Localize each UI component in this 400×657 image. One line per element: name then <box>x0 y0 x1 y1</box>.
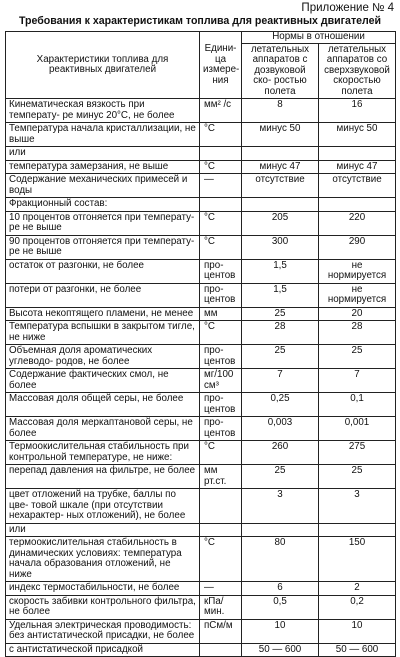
row-unit: °C <box>200 441 242 465</box>
row-value-supersonic: 290 <box>319 235 396 259</box>
row-value-subsonic: 25 <box>242 345 319 369</box>
row-unit: про- центов <box>200 259 242 283</box>
header-norms: Нормы в отношении <box>242 32 396 44</box>
table-row <box>6 619 396 643</box>
row-value-supersonic: 25 <box>319 465 396 489</box>
row-unit: пСм/м <box>200 619 242 643</box>
table-row <box>6 582 396 596</box>
row-value-subsonic: 25 <box>242 465 319 489</box>
appendix-label: Приложение № 4 <box>301 2 394 14</box>
row-unit: мм <box>200 307 242 321</box>
table-row <box>6 417 396 441</box>
row-name: Содержание механических примесей и воды <box>6 174 200 198</box>
table-row <box>6 283 396 307</box>
table-row <box>6 160 396 174</box>
row-name: Температура начала кристаллизации, не выше <box>6 123 200 147</box>
row-name: цвет отложений на трубке, баллы по цве- товой шкале (при отсутствии нехарактер- ных отложений), не более <box>6 489 200 524</box>
row-unit: про- центов <box>200 393 242 417</box>
row-name: перепад давления на фильтре, не более <box>6 465 200 489</box>
row-value-supersonic <box>319 198 396 212</box>
table-row <box>6 643 396 657</box>
row-name: Содержание фактических смол, не более <box>6 369 200 393</box>
row-name: Массовая доля меркаптановой серы, не более <box>6 417 200 441</box>
table-row <box>6 307 396 321</box>
header-subsonic: летательных аппаратов с дозвуковой ско- ростью полета <box>242 43 319 99</box>
row-unit: °C <box>200 537 242 582</box>
row-name: Объемная доля ароматических углеводо- родов, не более <box>6 345 200 369</box>
row-value-subsonic: 80 <box>242 537 319 582</box>
row-value-subsonic: отсутствие <box>242 174 319 198</box>
row-unit: мг/100 см³ <box>200 369 242 393</box>
row-name: с антистатической присадкой <box>6 643 200 657</box>
table-row <box>6 147 396 161</box>
row-value-supersonic: не нормируется <box>319 259 396 283</box>
row-unit: °C <box>200 160 242 174</box>
row-value-subsonic: 300 <box>242 235 319 259</box>
row-value-subsonic: 25 <box>242 307 319 321</box>
row-value-subsonic: 0,003 <box>242 417 319 441</box>
row-value-supersonic: минус 47 <box>319 160 396 174</box>
row-name: индекс термостабильности, не более <box>6 582 200 596</box>
row-value-subsonic <box>242 198 319 212</box>
table-row <box>6 211 396 235</box>
table-row <box>6 259 396 283</box>
row-unit: °C <box>200 123 242 147</box>
table-row <box>6 235 396 259</box>
row-value-supersonic: 2 <box>319 582 396 596</box>
row-value-subsonic <box>242 523 319 537</box>
row-name: Кинематическая вязкость при температу- ре минус 20°C, не более <box>6 99 200 123</box>
table-row <box>6 465 396 489</box>
row-value-subsonic: 28 <box>242 321 319 345</box>
row-name: температура замерзания, не выше <box>6 160 200 174</box>
row-name: Температура вспышки в закрытом тигле, не ниже <box>6 321 200 345</box>
row-value-supersonic: 0,1 <box>319 393 396 417</box>
row-name: или <box>6 147 200 161</box>
row-value-supersonic: 220 <box>319 211 396 235</box>
row-value-supersonic: 50 — 600 <box>319 643 396 657</box>
row-value-subsonic: 1,5 <box>242 283 319 307</box>
row-name: Высота некоптящего пламени, не менее <box>6 307 200 321</box>
row-name: Фракционный состав: <box>6 198 200 212</box>
row-unit <box>200 523 242 537</box>
header-characteristics: Характеристики топлива для реактивных двигателей <box>6 32 200 99</box>
row-name: Массовая доля общей серы, не более <box>6 393 200 417</box>
row-unit: про- центов <box>200 345 242 369</box>
table-row <box>6 489 396 524</box>
header-supersonic: летательных аппаратов со сверхзвуковой скоростью полета <box>319 43 396 99</box>
row-value-supersonic: 25 <box>319 345 396 369</box>
row-value-supersonic <box>319 523 396 537</box>
row-unit: про- центов <box>200 417 242 441</box>
row-unit: мм² /с <box>200 99 242 123</box>
header-unit: Едини- ца измере- ния <box>200 32 242 99</box>
row-unit <box>200 489 242 524</box>
table-row <box>6 321 396 345</box>
row-value-subsonic: 0,25 <box>242 393 319 417</box>
table-row <box>6 174 396 198</box>
table-row <box>6 369 396 393</box>
table-row <box>6 123 396 147</box>
row-name: или <box>6 523 200 537</box>
row-value-supersonic <box>319 147 396 161</box>
row-unit: — <box>200 174 242 198</box>
row-value-subsonic: минус 47 <box>242 160 319 174</box>
row-unit: мм рт.ст. <box>200 465 242 489</box>
row-value-supersonic: 7 <box>319 369 396 393</box>
row-unit <box>200 147 242 161</box>
row-value-subsonic: 260 <box>242 441 319 465</box>
row-unit <box>200 198 242 212</box>
row-value-supersonic: не нормируется <box>319 283 396 307</box>
row-value-supersonic: 20 <box>319 307 396 321</box>
row-value-supersonic: отсутствие <box>319 174 396 198</box>
row-value-supersonic: 0,2 <box>319 595 396 619</box>
table-title: Требования к характеристикам топлива для реактивных двигателей <box>18 15 382 27</box>
row-value-subsonic: минус 50 <box>242 123 319 147</box>
row-name: потери от разгонки, не более <box>6 283 200 307</box>
row-value-subsonic: 10 <box>242 619 319 643</box>
table-row <box>6 393 396 417</box>
row-value-supersonic: 16 <box>319 99 396 123</box>
row-unit: °C <box>200 321 242 345</box>
row-value-subsonic: 50 — 600 <box>242 643 319 657</box>
row-value-subsonic: 8 <box>242 99 319 123</box>
row-unit: кПа/ мин. <box>200 595 242 619</box>
row-value-subsonic: 1,5 <box>242 259 319 283</box>
row-unit: — <box>200 582 242 596</box>
row-unit: °C <box>200 235 242 259</box>
row-value-subsonic: 205 <box>242 211 319 235</box>
row-name: Термоокислительная стабильность при контрольной температуре, не ниже: <box>6 441 200 465</box>
row-name: 90 процентов отгоняется при температу- ре не выше <box>6 235 200 259</box>
fuel-requirements-table <box>5 31 396 657</box>
table-row <box>6 345 396 369</box>
row-value-supersonic: 28 <box>319 321 396 345</box>
row-value-supersonic: 3 <box>319 489 396 524</box>
row-value-subsonic <box>242 147 319 161</box>
row-name: скорость забивки контрольного фильтра, не более <box>6 595 200 619</box>
row-value-subsonic: 0,5 <box>242 595 319 619</box>
row-value-subsonic: 7 <box>242 369 319 393</box>
row-value-supersonic: минус 50 <box>319 123 396 147</box>
row-value-subsonic: 3 <box>242 489 319 524</box>
table-row <box>6 537 396 582</box>
table-row <box>6 441 396 465</box>
table-row <box>6 198 396 212</box>
row-unit: про- центов <box>200 283 242 307</box>
row-unit <box>200 643 242 657</box>
row-value-supersonic: 150 <box>319 537 396 582</box>
row-name: термоокислительная стабильность в динамических условиях: температура начала образования отложений, не ниже <box>6 537 200 582</box>
row-name: Удельная электрическая проводимость: без антистатической присадки, не более <box>6 619 200 643</box>
row-value-subsonic: 6 <box>242 582 319 596</box>
row-value-supersonic: 0,001 <box>319 417 396 441</box>
row-unit: °C <box>200 211 242 235</box>
row-value-supersonic: 10 <box>319 619 396 643</box>
table-row <box>6 595 396 619</box>
row-value-supersonic: 275 <box>319 441 396 465</box>
table-row <box>6 523 396 537</box>
row-name: остаток от разгонки, не более <box>6 259 200 283</box>
row-name: 10 процентов отгоняется при температу- ре не выше <box>6 211 200 235</box>
table-row <box>6 99 396 123</box>
